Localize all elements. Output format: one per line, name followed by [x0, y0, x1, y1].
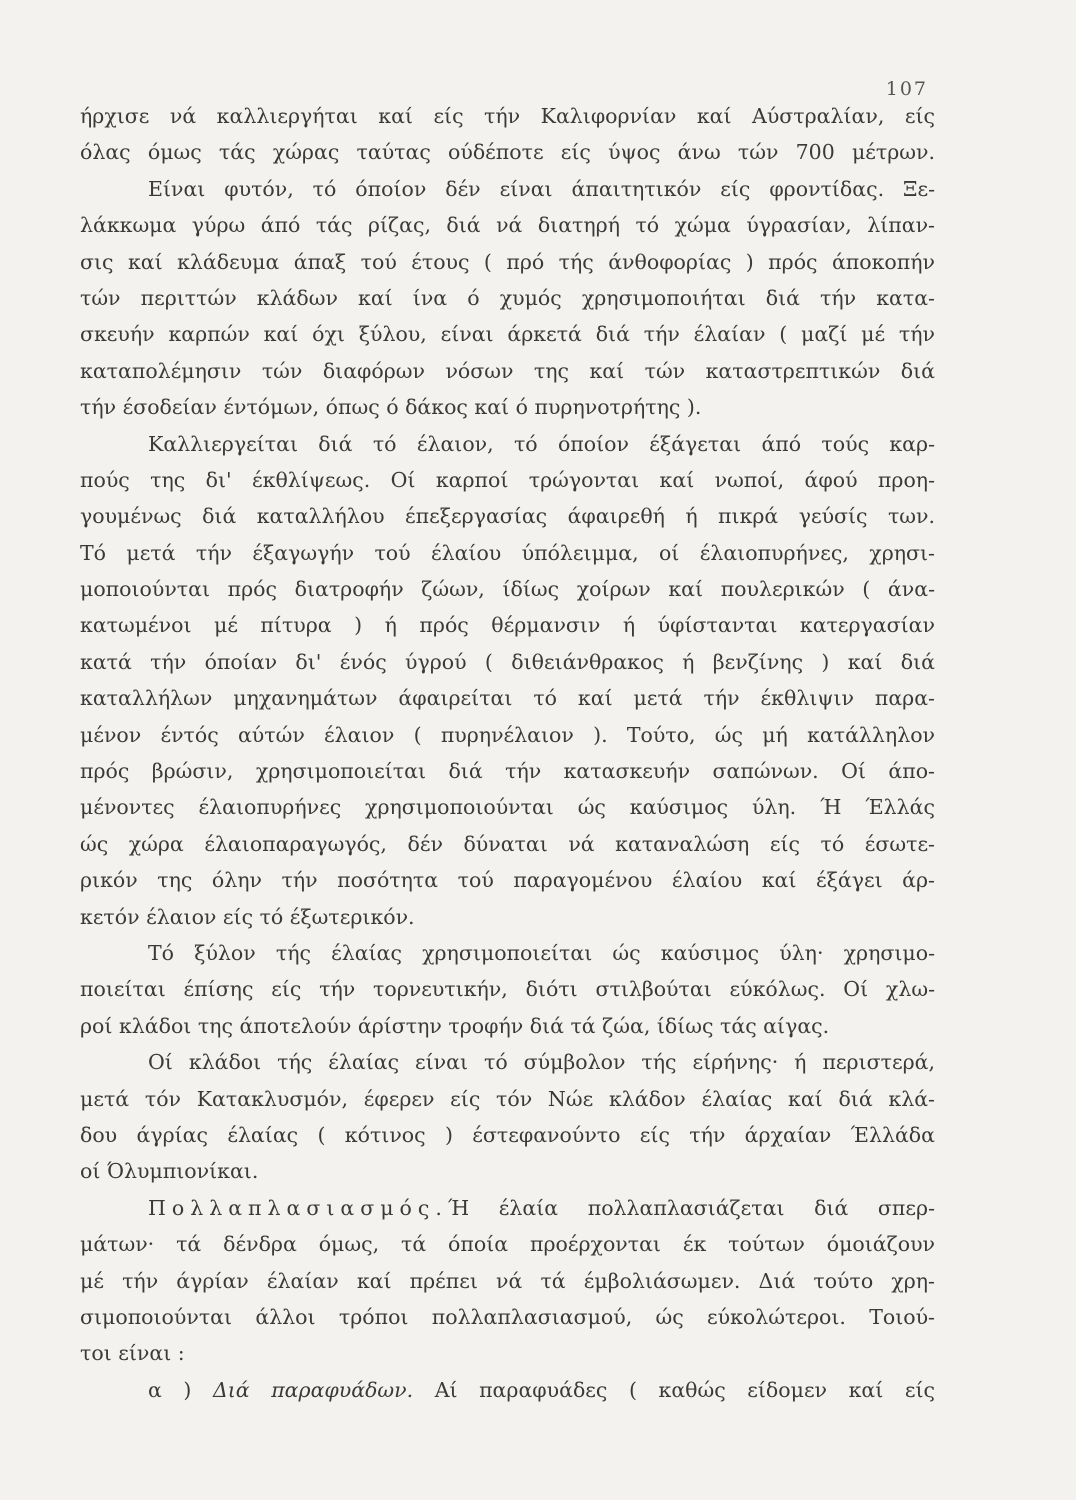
text-line: τοι είναι : — [80, 1341, 185, 1366]
text-line: μέ τήν άγρίαν έλαίαν καί πρέπει νά τά έμβολιάσωμεν. Διά τούτο χρη- — [80, 1268, 935, 1293]
text-line: μένον έντός αύτών έλαιον ( πυρηνέλαιον ). Τούτο, ώς μή κατάλληλον — [80, 722, 935, 747]
text-line: κατωμένοι μέ πίτυρα ) ή πρός θέρμανσιν ή ύφίστανται κατεργασίαν — [80, 613, 935, 638]
body-text — [80, 98, 935, 1408]
list-item-alpha — [80, 1372, 935, 1408]
text-line: σκευήν καρπών καί όχι ξύλου, είναι άρκετά διά τήν έλαίαν ( μαζί μέ τήν — [80, 322, 935, 347]
text-line: λάκκωμα γύρω άπό τάς ρίζας, διά νά διατηρή τό χώμα ύγρασίαν, λίπαν- — [80, 213, 935, 238]
text-line: ροί κλάδοι της άποτελούν άρίστην τροφήν διά τά ζώα, ίδίως τάς αίγας. — [80, 1013, 830, 1038]
text-line: δου άγρίας έλαίας ( κότινος ) έστεφανούντο είς τήν άρχαίαν Έλλάδα — [80, 1122, 935, 1147]
text-line: σις καί κλάδευμα άπαξ τού έτους ( πρό τής άνθοφορίας ) πρός άποκοπήν — [80, 249, 935, 274]
list-item-marker: α ) — [148, 1377, 192, 1402]
page-number: 107 — [885, 78, 928, 100]
text-line: Οί κλάδοι τής έλαίας είναι τό σύμβολον τής είρήνης· ή περιστερά, — [148, 1050, 935, 1075]
section-heading-line — [80, 1190, 935, 1226]
text-line: Τό μετά τήν έξαγωγήν τού έλαίου ύπόλειμμα, οί έλαιοπυρήνες, χρησι- — [80, 540, 935, 565]
text-line: μένοντες έλαιοπυρήνες χρησιμοποιούνται ώς καύσιμος ύλη. Ή Έλλάς — [80, 795, 935, 820]
section-heading: Πολλαπλασιασμός. — [148, 1195, 448, 1220]
text-line: πούς της δι' έκθλίψεως. Οί καρποί τρώγονται καί νωποί, άφού προη- — [80, 467, 935, 492]
text-line: πρός βρώσιν, χρησιμοποιείται διά τήν κατασκευήν σαπώνων. Οί άπο- — [80, 759, 935, 784]
text-line: όλας όμως τάς χώρας ταύτας ούδέποτε είς ύψος άνω τών 700 μέτρων. — [80, 140, 935, 165]
paragraph-lines — [80, 98, 935, 1190]
text-line: ρικόν της όλην τήν ποσότητα τού παραγομένου έλαίου καί έξάγει άρ- — [80, 868, 935, 893]
text-line: καταλλήλων μηχανημάτων άφαιρείται τό καί μετά τήν έκθλιψιν παρα- — [80, 686, 935, 711]
text-line: Καλλιεργείται διά τό έλαιον, τό όποίον έξάγεται άπό τούς καρ- — [148, 431, 935, 456]
text-line: μοποιούνται πρός διατροφήν ζώων, ίδίως χοίρων καί πουλερικών ( άνα- — [80, 577, 935, 602]
text-line: τήν έσοδείαν έντόμων, όπως ό δάκος καί ό πυρηνοτρήτης ). — [80, 395, 702, 420]
list-item-rest: Αί παραφυάδες ( καθώς είδομεν καί είς — [434, 1377, 935, 1402]
text-line: σιμοποιούνται άλλοι τρόποι πολλαπλασιασμού, ώς εύκολώτεροι. Τοιού- — [80, 1304, 935, 1329]
text-line: κετόν έλαιον είς τό έξωτερικόν. — [80, 904, 415, 929]
text-line: ώς χώρα έλαιοπαραγωγός, δέν δύναται νά καταναλώση είς τό έσωτε- — [80, 831, 935, 856]
text-line: οί Όλυμπιονίκαι. — [80, 1159, 259, 1184]
text-line: Είναι φυτόν, τό όποίον δέν είναι άπαιτητικόν είς φροντίδας. Ξε- — [148, 176, 935, 201]
text-line: μετά τόν Κατακλυσμόν, έφερεν είς τόν Νώε κλάδον έλαίας καί διά κλά- — [80, 1086, 935, 1111]
text-line: καταπολέμησιν τών διαφόρων νόσων της καί τών καταστρεπτικών διά — [80, 358, 935, 383]
list-item-title: Διά παραφυάδων. — [212, 1377, 414, 1402]
text-line: τών περιττών κλάδων καί ίνα ό χυμός χρησιμοποιήται διά τήν κατα- — [80, 285, 935, 310]
text-line: μάτων· τά δένδρα όμως, τά όποία προέρχονται έκ τούτων όμοιάζουν — [80, 1232, 935, 1257]
section-heading-rest: Ή έλαία πολλαπλασιάζεται διά σπερ- — [447, 1195, 935, 1220]
text-line: ποιείται έπίσης είς τήν τορνευτικήν, διότι στιλβούται εύκόλως. Οί χλω- — [80, 977, 935, 1002]
text-line: κατά τήν όποίαν δι' ένός ύγρού ( διθειάνθρακος ή βενζίνης ) καί διά — [80, 649, 935, 674]
text-line: γουμένως διά καταλλήλου έπεξεργασίας άφαιρεθή ή πικρά γεύσίς των. — [80, 504, 935, 529]
text-line: Τό ξύλον τής έλαίας χρησιμοποιείται ώς καύσιμος ύλη· χρησιμο- — [148, 940, 935, 965]
section-lines — [80, 1226, 935, 1372]
text-line: ήρχισε νά καλλιεργήται καί είς τήν Καλιφορνίαν καί Αύστραλίαν, είς — [80, 104, 935, 128]
